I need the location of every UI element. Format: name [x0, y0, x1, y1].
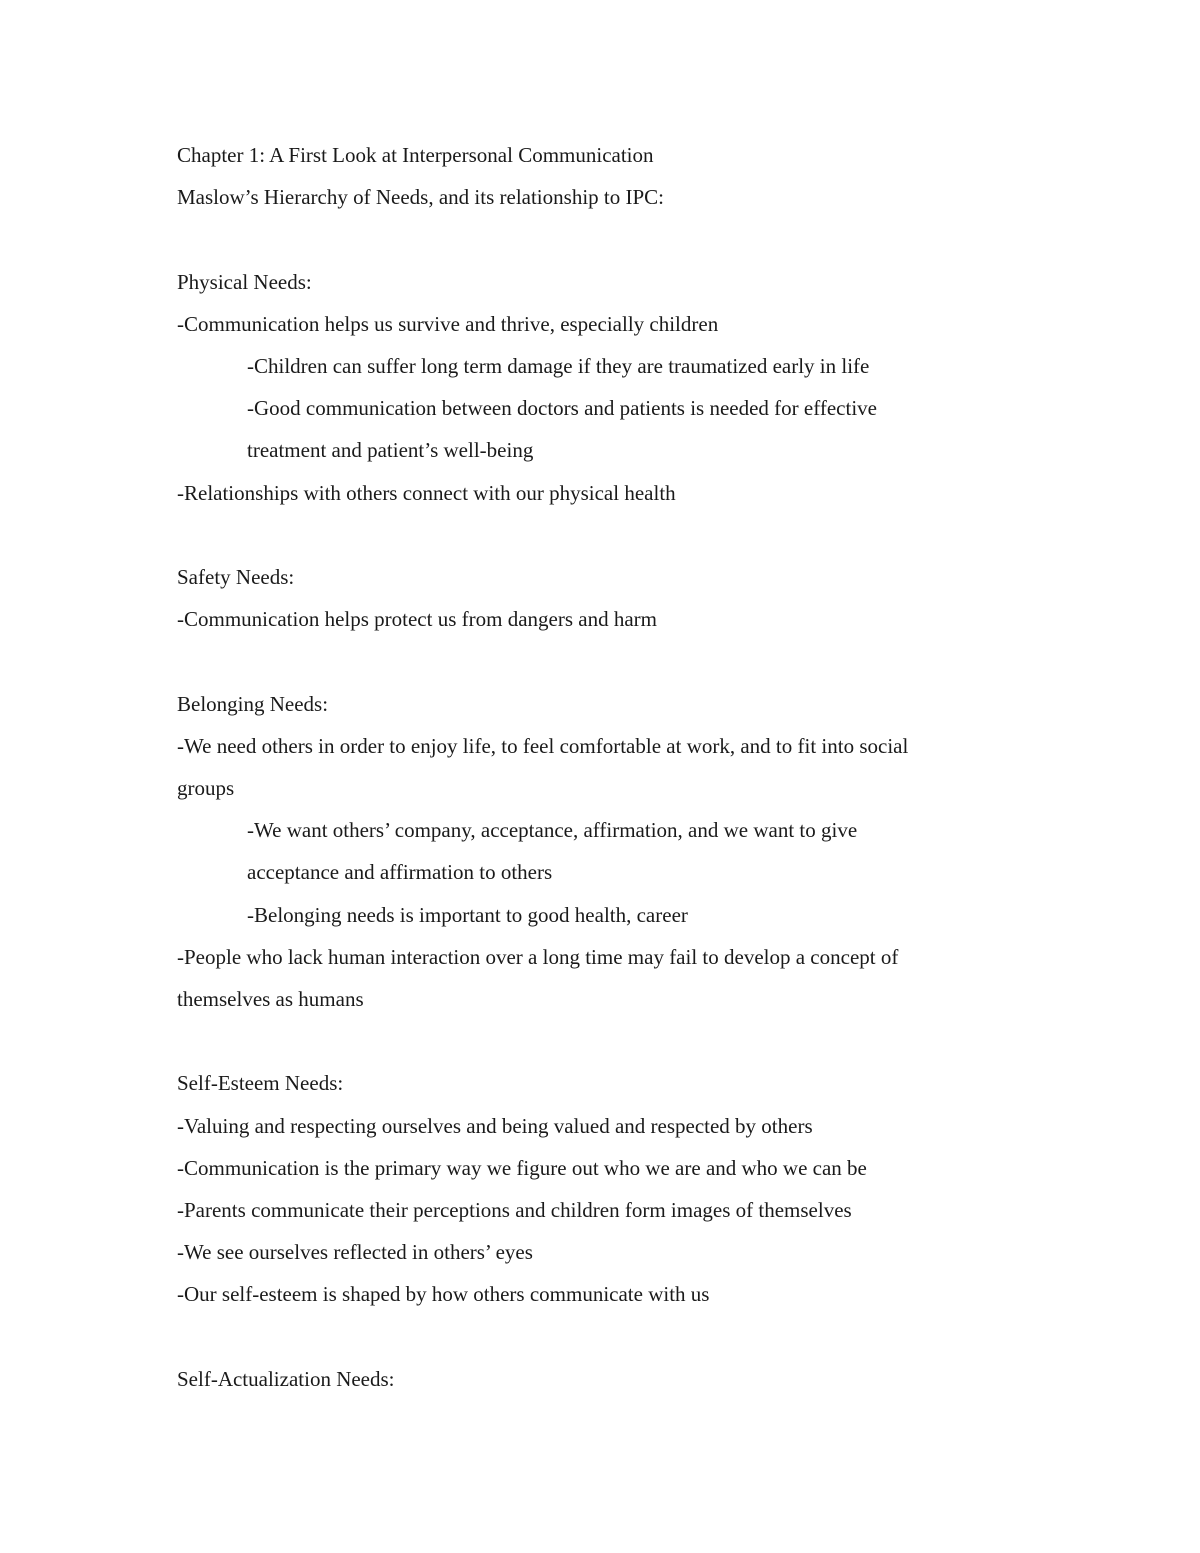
- physical-point: -Communication helps us survive and thrive, especially children: [177, 311, 719, 336]
- belonging-subpoint: -We want others’ company, acceptance, affirmation, and we want to give: [247, 818, 858, 843]
- blank-line: [177, 640, 1027, 682]
- blank-line: [177, 514, 1027, 556]
- self-esteem-point: -Parents communicate their perceptions and children form images of themselves: [177, 1198, 852, 1223]
- blank-line: [177, 218, 1027, 260]
- section-heading-safety: Safety Needs:: [177, 565, 295, 589]
- document-subtitle: Maslow’s Hierarchy of Needs, and its relationship to IPC:: [177, 185, 664, 210]
- physical-subpoint: -Good communication between doctors and patients is needed for effective: [247, 396, 877, 421]
- belonging-subpoint: -Belonging needs is important to good health, career: [247, 902, 688, 927]
- self-esteem-point: -Valuing and respecting ourselves and being valued and respected by others: [177, 1113, 813, 1138]
- belonging-point-continuation: groups: [177, 776, 235, 800]
- self-esteem-point: -Communication is the primary way we figure out who we are and who we can be: [177, 1155, 867, 1180]
- physical-subpoint: -Children can suffer long term damage if they are traumatized early in life: [247, 354, 870, 378]
- self-esteem-point: -We see ourselves reflected in others’ eyes: [177, 1240, 533, 1265]
- document-body: [177, 134, 1027, 1400]
- section-heading-physical: Physical Needs:: [177, 269, 312, 294]
- chapter-title: Chapter 1: A First Look at Interpersonal Communication: [177, 143, 654, 167]
- physical-point: -Relationships with others connect with our physical health: [177, 480, 676, 505]
- section-heading-belonging: Belonging Needs:: [177, 691, 329, 716]
- physical-subpoint-continuation: treatment and patient’s well-being: [247, 438, 534, 463]
- self-esteem-point: -Our self-esteem is shaped by how others communicate with us: [177, 1282, 710, 1307]
- belonging-point: -People who lack human interaction over a long time may fail to develop a concept of: [177, 944, 899, 969]
- belonging-subpoint-continuation: acceptance and affirmation to others: [247, 860, 553, 885]
- blank-line: [177, 1020, 1027, 1062]
- safety-point: -Communication helps protect us from dangers and harm: [177, 607, 657, 632]
- section-heading-self-esteem: Self-Esteem Needs:: [177, 1071, 344, 1096]
- belonging-point: -We need others in order to enjoy life, to feel comfortable at work, and to fit into social: [177, 733, 909, 758]
- section-heading-self-actualization: Self-Actualization Needs:: [177, 1366, 395, 1391]
- blank-line: [177, 1316, 1027, 1358]
- belonging-point-continuation: themselves as humans: [177, 987, 364, 1012]
